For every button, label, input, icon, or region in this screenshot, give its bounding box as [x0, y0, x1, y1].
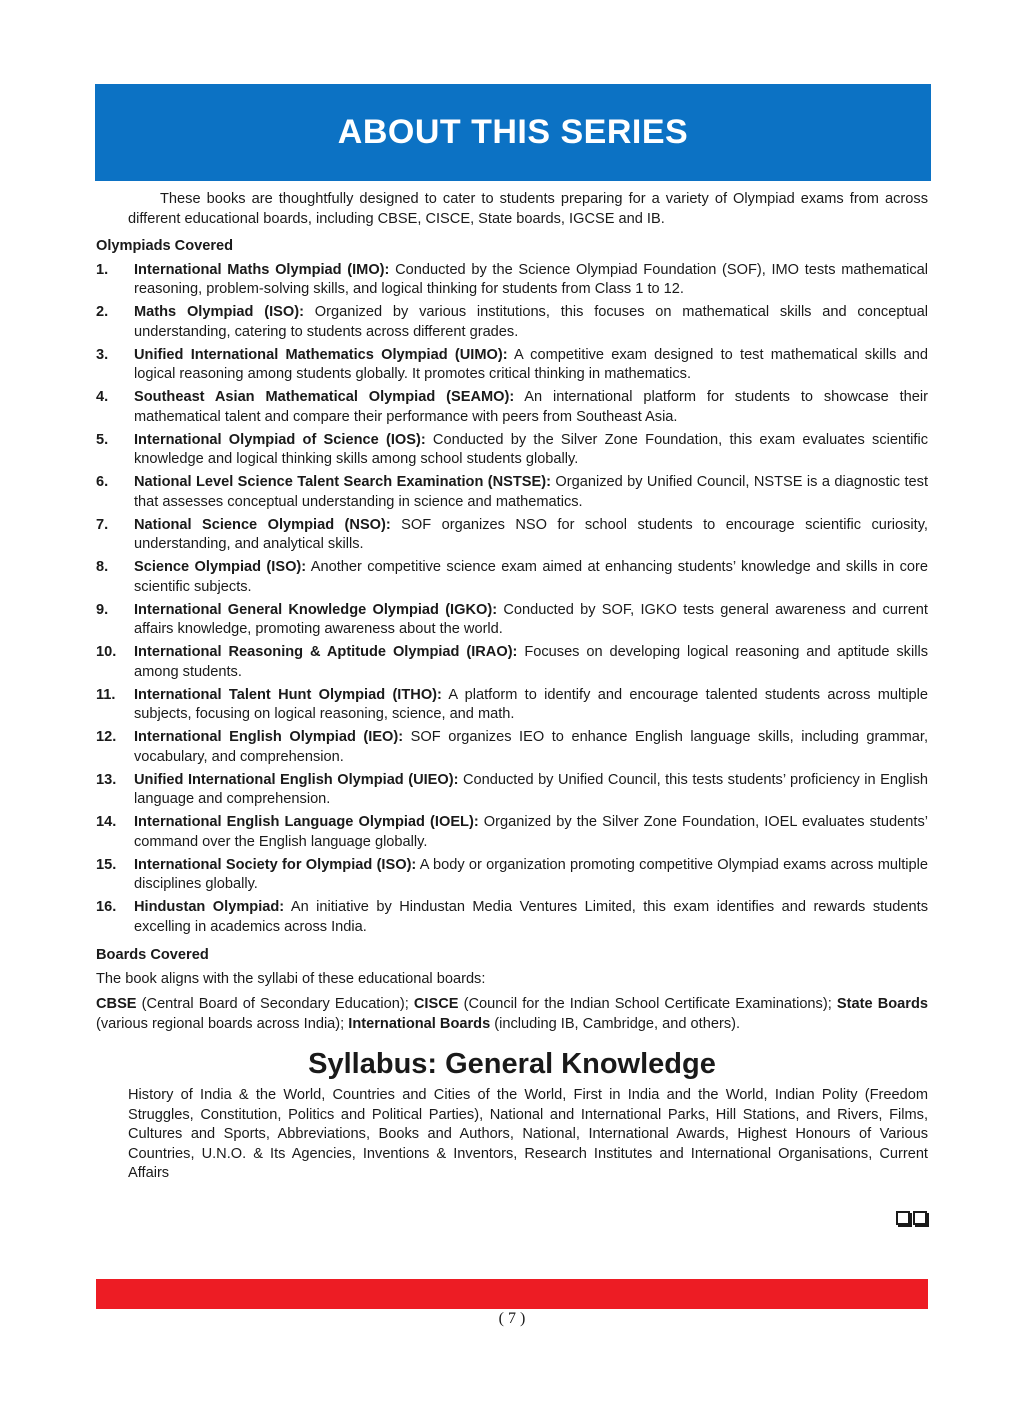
list-item-name: Unified International Mathematics Olympiad (UIMO): — [134, 346, 508, 363]
list-item-number: 1. — [96, 261, 109, 278]
list-item-name: Science Olympiad (ISO): — [134, 559, 307, 575]
board-state-desc: (various regional boards across India); — [96, 1015, 349, 1032]
list-item-number: 7. — [96, 516, 109, 533]
boards-intro: The book aligns with the syllabi of these educational boards: — [96, 970, 486, 987]
list-item-description: Conducted by the Silver Zone Foundation, this exam evaluates scientific knowledge and logical thinking skills among school students globally. — [134, 431, 929, 467]
intro-paragraph: These books are thoughtfully designed to cater to students preparing for a variety of Olympiad exams from across different educational boards, including CBSE, CISCE, State boards, IGCSE and IB. — [128, 191, 928, 227]
square-icon — [913, 1211, 927, 1225]
list-item-name: International Society for Olympiad (ISO): — [134, 856, 417, 873]
list-item-description: A body or organization promoting competitive Olympiad exams across multiple disciplines globally. — [134, 856, 928, 892]
list-item-description: Organized by the Silver Zone Foundation, IOEL evaluates students’ command over the English language globally. — [134, 814, 928, 850]
list-item-number: 8. — [96, 559, 109, 575]
list-item-description: An initiative by Hindustan Media Ventures Limited, this exam identifies and rewards students excelling in academics across India. — [134, 899, 928, 935]
list-item-description: Focuses on developing logical reasoning and aptitude skills among students. — [134, 644, 928, 680]
list-item-name: Southeast Asian Mathematical Olympiad (SEAMO): — [134, 389, 515, 405]
list-item — [96, 728, 928, 767]
list-item-number: 4. — [96, 389, 109, 405]
board-cbse-desc: (Central Board of Secondary Education); — [136, 996, 414, 1012]
list-item-number: 9. — [96, 601, 109, 618]
list-item-number: 3. — [96, 346, 109, 363]
page-title: ABOUT THIS SERIES — [337, 113, 689, 151]
list-item-description: A platform to identify and encourage talented students across multiple subjects, focusing on logical reasoning, science, and math. — [134, 686, 928, 722]
list-item-name: International Olympiad of Science (IOS): — [134, 431, 426, 448]
list-item-name: National Level Science Talent Search Examination (NSTSE): — [134, 474, 551, 490]
syllabus-text: History of India & the World, Countries and Cities of the World, First in India and the World, Indian Polity (Freedom Struggles, Constitution, Politics and Political Parties), National and International Parks, Hill Stations, and Rivers, Films, Cultures and Sports, Abbreviations, Books and Authors, National, International Awards, Highest Honours of Various Countries, U.N.O. & Its Agencies, Inventions & Inventors, Research Institutes and International Organisations, Current Affairs — [128, 1087, 928, 1181]
list-item-description: Organized by Unified Council, NSTSE is a diagnostic test that assesses conceptual understanding in science and mathematics. — [134, 474, 928, 510]
olympiad-list — [96, 261, 928, 938]
list-item — [96, 813, 928, 852]
footer-bar — [96, 1279, 928, 1309]
board-cbse: CBSE — [96, 996, 137, 1012]
list-item — [96, 771, 928, 810]
list-item — [96, 516, 928, 555]
list-item-number: 12. — [96, 729, 117, 745]
list-item — [96, 898, 928, 937]
list-item-number: 14. — [96, 814, 117, 830]
list-item-number: 15. — [96, 856, 117, 873]
list-item-name: Maths Olympiad (ISO): — [134, 304, 304, 320]
syllabus-title: Syllabus: General Knowledge — [308, 1048, 716, 1080]
list-item-number: 13. — [96, 771, 117, 788]
list-item — [96, 346, 928, 385]
list-item-name: International Talent Hunt Olympiad (ITHO): — [134, 686, 442, 703]
list-item-description: An international platform for students to showcase their mathematical talent and compare their performance with peers from Southeast Asia. — [134, 389, 928, 425]
list-item — [96, 601, 928, 640]
board-international: International Boards — [348, 1015, 491, 1032]
list-item — [96, 643, 928, 682]
square-icon — [896, 1211, 910, 1225]
list-item-name: Hindustan Olympiad: — [134, 899, 285, 915]
list-item-description: Another competitive science exam aimed at enhancing students’ knowledge and skills in core scientific subjects. — [134, 559, 928, 595]
list-item — [96, 261, 928, 300]
boards-list — [96, 995, 928, 1034]
page-number: ( 7 ) — [498, 1310, 526, 1327]
list-item-description: Organized by various institutions, this focuses on mathematical skills and conceptual understanding, catering to students across different grades. — [134, 304, 928, 340]
list-item-number: 5. — [96, 431, 109, 448]
list-item — [96, 686, 928, 725]
boards-heading: Boards Covered — [96, 947, 209, 963]
list-item — [96, 473, 928, 512]
list-item-name: International English Olympiad (IEO): — [134, 729, 404, 745]
list-item-description: SOF organizes NSO for school students to encourage scientific curiosity, understanding, and analytical skills. — [134, 516, 928, 552]
header-banner — [95, 84, 931, 181]
end-of-section-icon — [896, 1211, 927, 1225]
list-item-name: International General Knowledge Olympiad (IGKO): — [134, 601, 498, 618]
board-cisce: CISCE — [413, 996, 459, 1012]
list-item-number: 10. — [96, 644, 117, 660]
list-item — [96, 856, 928, 895]
list-item-description: Conducted by SOF, IGKO tests general awareness and current affairs knowledge, promoting awareness about the world. — [134, 601, 928, 637]
list-item — [96, 558, 928, 597]
list-item-number: 11. — [96, 686, 116, 703]
list-item — [96, 388, 928, 427]
list-item-name: Unified International English Olympiad (UIEO): — [134, 771, 459, 788]
list-item-number: 16. — [96, 899, 117, 915]
list-item-number: 2. — [96, 304, 109, 320]
board-state: State Boards — [836, 996, 928, 1012]
list-item — [96, 303, 928, 342]
list-item-description: SOF organizes IEO to enhance English language skills, including grammar, vocabulary, and comprehension. — [134, 729, 929, 765]
list-item — [96, 431, 928, 470]
list-item-name: International Maths Olympiad (IMO): — [134, 261, 390, 278]
board-international-desc: (including IB, Cambridge, and others). — [490, 1015, 741, 1032]
list-item-description: A competitive exam designed to test mathematical skills and logical reasoning among students globally. It promotes critical thinking in mathematics. — [134, 346, 928, 382]
olympiads-heading: Olympiads Covered — [96, 238, 234, 254]
list-item-name: International Reasoning & Aptitude Olympiad (IRAO): — [134, 644, 518, 660]
list-item-name: National Science Olympiad (NSO): — [134, 516, 391, 533]
main-content — [96, 190, 928, 1184]
board-cisce-desc: (Council for the Indian School Certificate Examinations); — [458, 996, 837, 1012]
list-item-description: Conducted by the Science Olympiad Foundation (SOF), IMO tests mathematical reasoning, problem-solving skills, and logical thinking for students from Class 1 to 12. — [134, 261, 928, 297]
list-item-description: Conducted by Unified Council, this tests students’ proficiency in English language and comprehension. — [134, 771, 929, 807]
list-item-number: 6. — [96, 474, 109, 490]
list-item-name: International English Language Olympiad (IOEL): — [134, 814, 479, 830]
